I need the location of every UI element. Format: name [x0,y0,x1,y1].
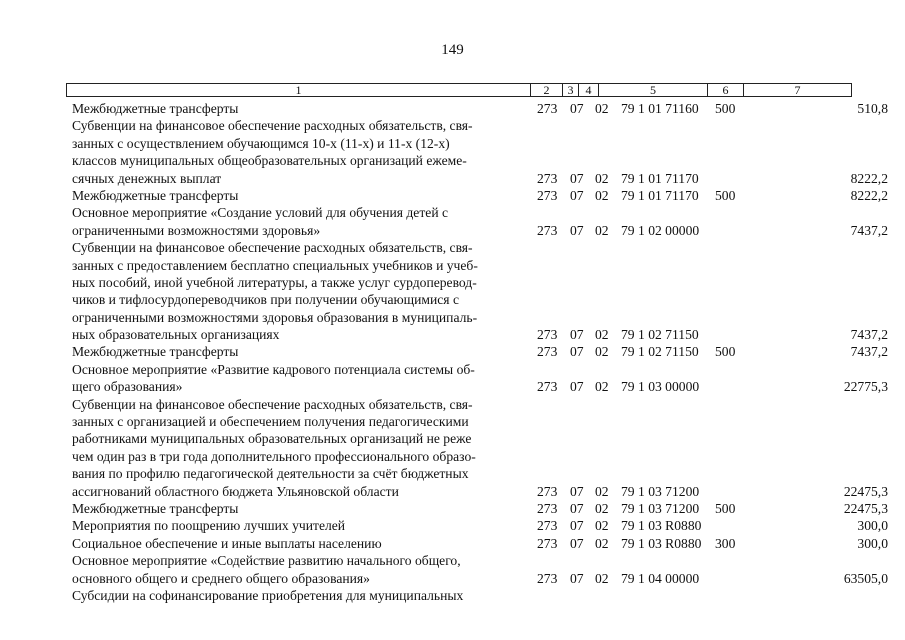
description-line: Основное мероприятие «Создание условий для обучения детей с [72,205,449,221]
code-col-2: 273 [537,170,558,186]
amount-col-7: 300,0 [857,535,888,551]
code-col-6: 500 [715,187,736,203]
code-col-4: 02 [595,379,609,395]
header-col-6: 6 [707,84,743,96]
code-col-4: 02 [595,187,609,203]
header-col-3: 3 [562,84,578,96]
description-line: чем один раз в три года дополнительного профессионального образо- [72,448,476,464]
code-col-6: 500 [715,500,736,516]
description-line: основного общего и среднего общего образования» [72,570,370,586]
amount-col-7: 7437,2 [850,344,888,360]
table-row [72,204,888,239]
amount-col-7: 63505,0 [843,570,888,586]
header-col-2: 2 [530,84,562,96]
table-row [72,396,888,500]
code-col-5: 79 1 02 00000 [621,222,700,238]
code-col-5: 79 1 03 00000 [621,379,700,395]
code-col-4: 02 [595,222,609,238]
header-col-4: 4 [578,84,598,96]
code-col-4: 02 [595,483,609,499]
description-line: Субвенции на финансовое обеспечение расходных обязательств, свя- [72,396,473,412]
description-line: занных с осуществлением обучающимся 10-х (11-х) и 11-х (12-х) [72,135,450,151]
table-row [72,500,888,517]
page-number: 149 [441,42,464,58]
code-col-2: 273 [537,518,558,534]
table-row [72,517,888,534]
code-col-5: 79 1 01 71170 [621,170,699,186]
amount-col-7: 22475,3 [843,500,888,516]
amount-col-7: 300,0 [857,518,888,534]
amount-col-7: 7437,2 [850,327,888,343]
amount-col-7: 7437,2 [850,222,888,238]
amount-col-7: 510,8 [857,101,888,116]
header-col-5: 5 [598,84,707,96]
amount-col-7: 22475,3 [843,483,888,499]
description-line: классов муниципальных общеобразовательных организаций ежеме- [72,153,467,169]
code-col-6: 500 [715,344,736,360]
code-col-5: 79 1 04 00000 [621,570,700,586]
code-col-4: 02 [595,518,609,534]
code-col-3: 07 [570,535,584,551]
description-line: Межбюджетные трансферты [72,344,239,360]
code-col-2: 273 [537,379,558,395]
code-col-4: 02 [595,500,609,516]
code-col-4: 02 [595,327,609,343]
code-col-3: 07 [570,379,584,395]
table-header [66,83,852,97]
table-row [72,117,888,187]
code-col-5: 79 1 01 71170 [621,187,699,203]
code-col-4: 02 [595,344,609,360]
row-description [72,204,524,239]
description-line: работниками муниципальных образовательных организаций не реже [72,431,472,447]
table-row [72,552,888,587]
table-row [72,100,888,117]
amount-col-7: 8222,2 [850,170,888,186]
code-col-5: 79 1 03 71200 [621,500,700,516]
row-description [72,117,524,187]
description-line: чиков и тифлосурдопереводчиков при получении обучающимися с [72,292,459,308]
description-line: занных с предоставлением бесплатно специальных учебников и учеб- [72,257,478,273]
code-col-5: 79 1 02 71150 [621,327,699,343]
code-col-3: 07 [570,518,584,534]
row-description [72,361,524,396]
code-col-4: 02 [595,170,609,186]
description-line: ограниченными возможностями здоровья образования в муниципаль- [72,309,478,325]
code-col-3: 07 [570,483,584,499]
description-line: щего образования» [72,379,183,395]
description-line: Субвенции на финансовое обеспечение расходных обязательств, свя- [72,240,473,256]
description-line: занных с организацией и обеспечением получения педагогическими [72,414,469,430]
row-description [72,343,524,360]
row-description [72,500,524,517]
description-line: Межбюджетные трансферты [72,101,239,116]
table-row [72,535,888,552]
description-line: ных образовательных организациях [72,327,280,343]
code-col-5: 79 1 03 R0880 [621,518,702,534]
row-description [72,187,524,204]
header-col-7: 7 [743,84,851,96]
amount-col-7: 22775,3 [843,379,888,395]
code-col-3: 07 [570,101,584,116]
description-line: Основное мероприятие «Содействие развитию начального общего, [72,553,461,569]
code-col-2: 273 [537,344,558,360]
code-col-4: 02 [595,101,609,116]
code-col-4: 02 [595,535,609,551]
description-line: Межбюджетные трансферты [72,500,239,516]
description-line: Субвенции на финансовое обеспечение расходных обязательств, свя- [72,118,473,134]
row-description [72,552,524,587]
table-row [72,187,888,204]
row-description [72,239,524,343]
code-col-5: 79 1 01 71160 [621,101,699,116]
code-col-3: 07 [570,187,584,203]
row-description [72,396,524,500]
code-col-4: 02 [595,570,609,586]
description-line: Субсидии на софинансирование приобретения для муниципальных [72,587,464,603]
code-col-2: 273 [537,101,558,116]
code-col-6: 500 [715,101,736,116]
code-col-5: 79 1 02 71150 [621,344,699,360]
row-description [72,100,524,117]
code-col-3: 07 [570,222,584,238]
description-line: ассигнований областного бюджета Ульяновской области [72,483,399,499]
description-line: вания по профилю педагогической деятельности за счёт бюджетных [72,466,469,482]
table-row [72,239,888,343]
code-col-5: 79 1 03 R0880 [621,535,702,551]
code-col-2: 273 [537,500,558,516]
row-description [72,587,524,604]
code-col-5: 79 1 03 71200 [621,483,700,499]
description-line: Основное мероприятие «Развитие кадрового потенциала системы об- [72,361,475,377]
header-col-1: 1 [295,83,302,97]
table-body [72,100,888,604]
code-col-3: 07 [570,327,584,343]
description-line: Социальное обеспечение и иные выплаты населению [72,535,382,551]
code-col-3: 07 [570,570,584,586]
description-line: Мероприятия по поощрению лучших учителей [72,518,346,534]
description-line: Межбюджетные трансферты [72,187,239,203]
table-row [72,587,852,604]
description-line: ных пособий, иной учебной литературы, а также услуг сурдоперевод- [72,274,477,290]
code-col-2: 273 [537,222,558,238]
code-col-3: 07 [570,170,584,186]
table-row [72,343,888,360]
row-description [72,517,524,534]
code-col-2: 273 [537,187,558,203]
code-col-3: 07 [570,500,584,516]
description-line: ограниченными возможностями здоровья» [72,222,321,238]
code-col-2: 273 [537,570,558,586]
code-col-3: 07 [570,344,584,360]
code-col-2: 273 [537,535,558,551]
code-col-6: 300 [715,535,736,551]
description-line: сячных денежных выплат [72,170,222,186]
code-col-2: 273 [537,483,558,499]
table-row [72,361,888,396]
row-description [72,535,524,552]
code-col-2: 273 [537,327,558,343]
amount-col-7: 8222,2 [850,187,888,203]
